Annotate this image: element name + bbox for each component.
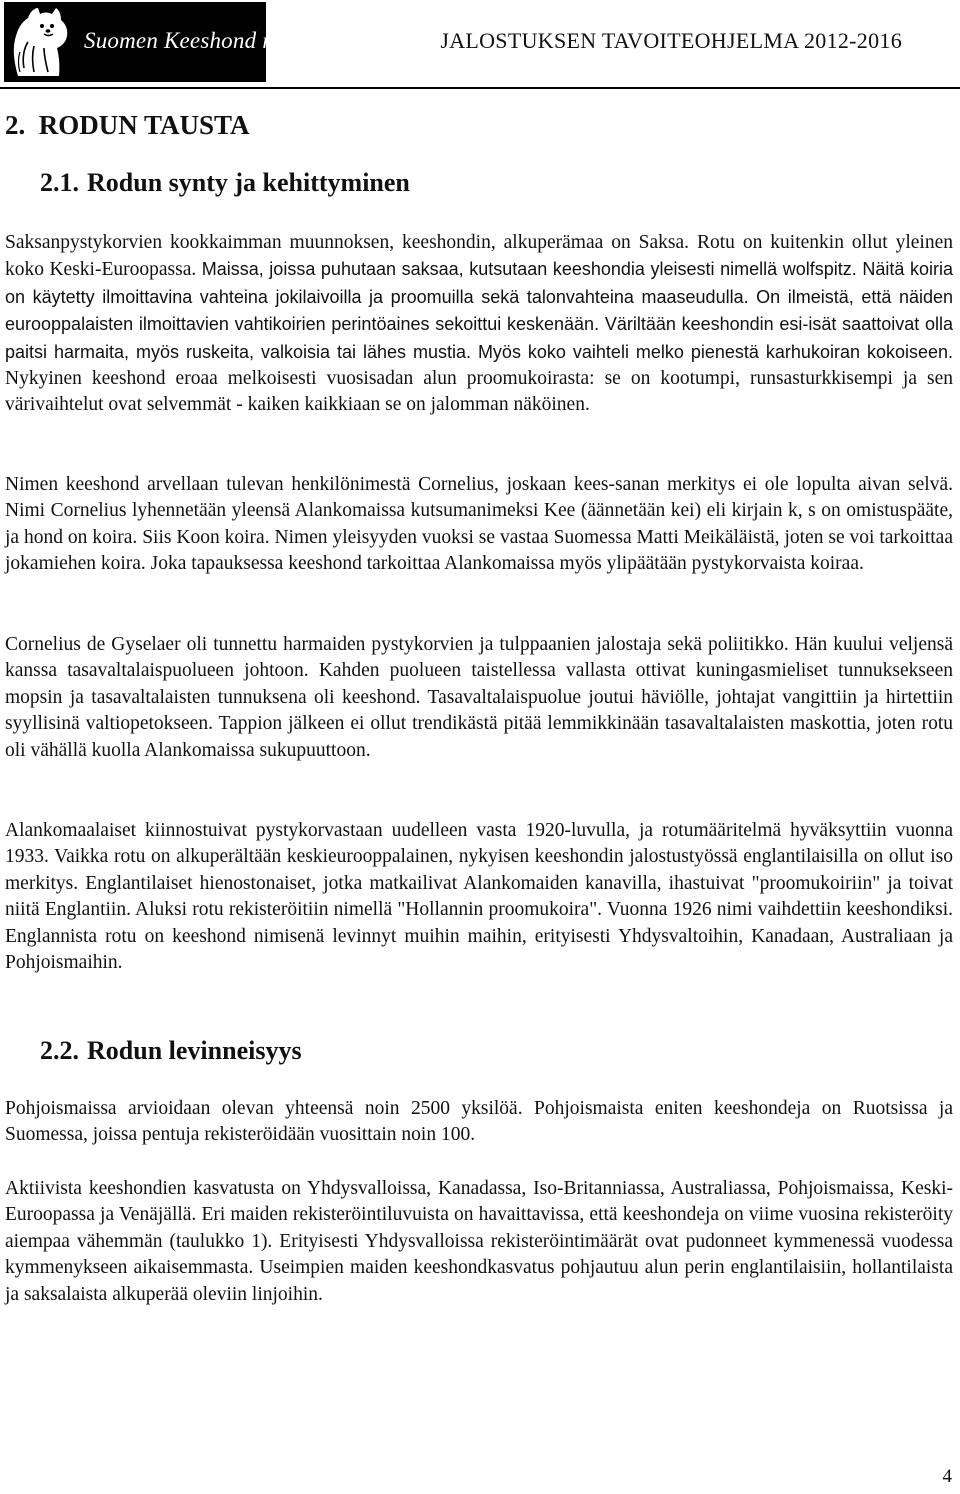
page-number: 4 — [942, 1466, 952, 1487]
subsection-title: Rodun synty ja kehittyminen — [87, 168, 410, 197]
subsection-number: 2.1. — [40, 168, 79, 197]
subsection-title: Rodun levinneisyys — [87, 1036, 302, 1065]
keeshond-dog-icon — [4, 2, 84, 82]
paragraph-history: Cornelius de Gyselaer oli tunnettu harmaiden pystykorvien ja tulppaanien jalostaja sekä poliitikko. Hän kuului veljensä kanssa tasavaltalaispuolueen johtoon. Kahden puolueen taistellessa vallasta ottivat kuningasmieliset tunnuksekseen mopsin ja tasavaltalaisten tunnuksena oli keeshond. Tasavaltalaispuolue joutui häviölle, johtajat vangittiin ja hirtettiin syyllisinä valtiopetokseen. Tappion jälkeen ei ollut trendikästä pitää lemmikkinään tasavaltalaisten maskottia, joten rotu oli vähällä kuolla Alankomaissa sukupuuttoon. — [5, 634, 953, 761]
paragraph-origin — [5, 230, 953, 419]
section-title: RODUN TAUSTA — [38, 110, 250, 140]
paragraph-name: Nimen keeshond arvellaan tulevan henkilönimestä Cornelius, joskaan kees-sanan merkitys ei ole lopulta aivan selvä. Nimi Cornelius lyhennetään yleensä Alankomaissa kutsumanimeksi Kee (äännetään kei) eli kirjain k, s on omistuspääte, ja hond on koira. Siis Koon koira. Nimen yleisyyden vuoksi se vastaa Suomessa Matti Meikäläistä, joten se voi tarkoittaa jokamiehen koira. Joka tapauksessa keeshond tarkoittaa Alankomaissa myös ylipäätään pystykorvaista koiraa. — [5, 474, 953, 575]
section-number: 2. — [5, 110, 26, 140]
subsection-heading-distribution — [40, 1036, 302, 1066]
logo-text: Suomen Keeshond ry — [84, 28, 282, 53]
paragraph-breeding: Aktiivista keeshondien kasvatusta on Yhdysvalloissa, Kanadassa, Iso-Britanniassa, Australiassa, Pohjoismaissa, Keski-Euroopassa ja Venäjällä. Eri maiden rekisteröintiluvuista on havaittavissa, että keeshondeja on viime vuosina rekisteröity aiempaa vähemmän (taulukko 1). Erityisesti Yhdysvalloissa rekisteröintimäärät ovat pudonneet kymmenessä vuodessa kymmenykseen aikaisemmasta. Useimpien maiden keeshondkasvatus pohjautuu alun perin englantilaisiin, hollantilaista ja saksalaista alkuperää oleviin linjoihin. — [5, 1178, 953, 1305]
paragraph-england: Alankomaalaiset kiinnostuivat pystykorvastaan uudelleen vasta 1920-luvulla, ja rotumääritelmä hyväksyttiin vuonna 1933. Vaikka rotu on alkuperältään keskieurooppalainen, nykyisen keeshondin jalostustyössä englantilaisilla on ollut iso merkitys. Englantilaiset hienostonaiset, jotka matkailivat Alankomaiden kanavilla, ihastuivat "proomukoiriin" ja toivat niitä Englantiin. Aluksi rotu rekisteröitiin nimellä "Hollannin proomukoira". Vuonna 1926 nimi vaihdettiin keeshondiksi. Englannista rotu on keeshond nimisenä levinnyt muihin maihin, erityisesti Yhdysvaltoihin, Kanadaan, Australiaan ja Pohjoismaihin. — [5, 820, 953, 974]
header-divider — [0, 87, 960, 89]
paragraph-part: Saksanpystykorvien kookkaimman muunnoksen, keeshondin, alkuperämaa on Saksa. Rotu on kuitenkin ollut yleinen koko Keski-Euroopassa. — [5, 232, 953, 281]
paragraph-part: Maissa, joissa puhutaan saksaa, kutsutaan keeshondia yleisesti nimellä wolfspitz. Näitä koiria on käytetty ilmoittavina vahteina jokilaivoilla ja proomuilla sekä talonvahteina maaseudulla. On ilmeistä, että näiden eurooppalaisten ilmoittavien vahtikoirien perintöaines sekoittui keskenään. Väriltään keeshondin esi-isät saattoivat olla paitsi harmaita, myös ruskeita, valkoisia tai lähes mustia. Myös koko vaihteli melko pienestä karhukoiran kokoiseen. — [5, 259, 953, 362]
subsection-heading-origin — [40, 168, 410, 198]
document-title: JALOSTUKSEN TAVOITEOHJELMA 2012-2016 — [440, 28, 902, 53]
section-heading — [5, 110, 250, 141]
page-header — [0, 0, 960, 88]
paragraph-nordic: Pohjoismaissa arvioidaan olevan yhteensä noin 2500 yksilöä. Pohjoismaista eniten keeshondeja on Ruotsissa ja Suomessa, joissa pentuja rekisteröidään vuosittain noin 100. — [5, 1098, 953, 1146]
subsection-number: 2.2. — [40, 1036, 79, 1065]
paragraph-part: Nykyinen keeshond eroaa melkoisesti vuosisadan alun proomukoirasta: se on kootumpi, runsasturkkisempi ja sen värivaihtelut ovat selvemmät - kaiken kaikkiaan se on jalomman näköinen. — [5, 368, 953, 416]
club-logo — [4, 2, 282, 82]
